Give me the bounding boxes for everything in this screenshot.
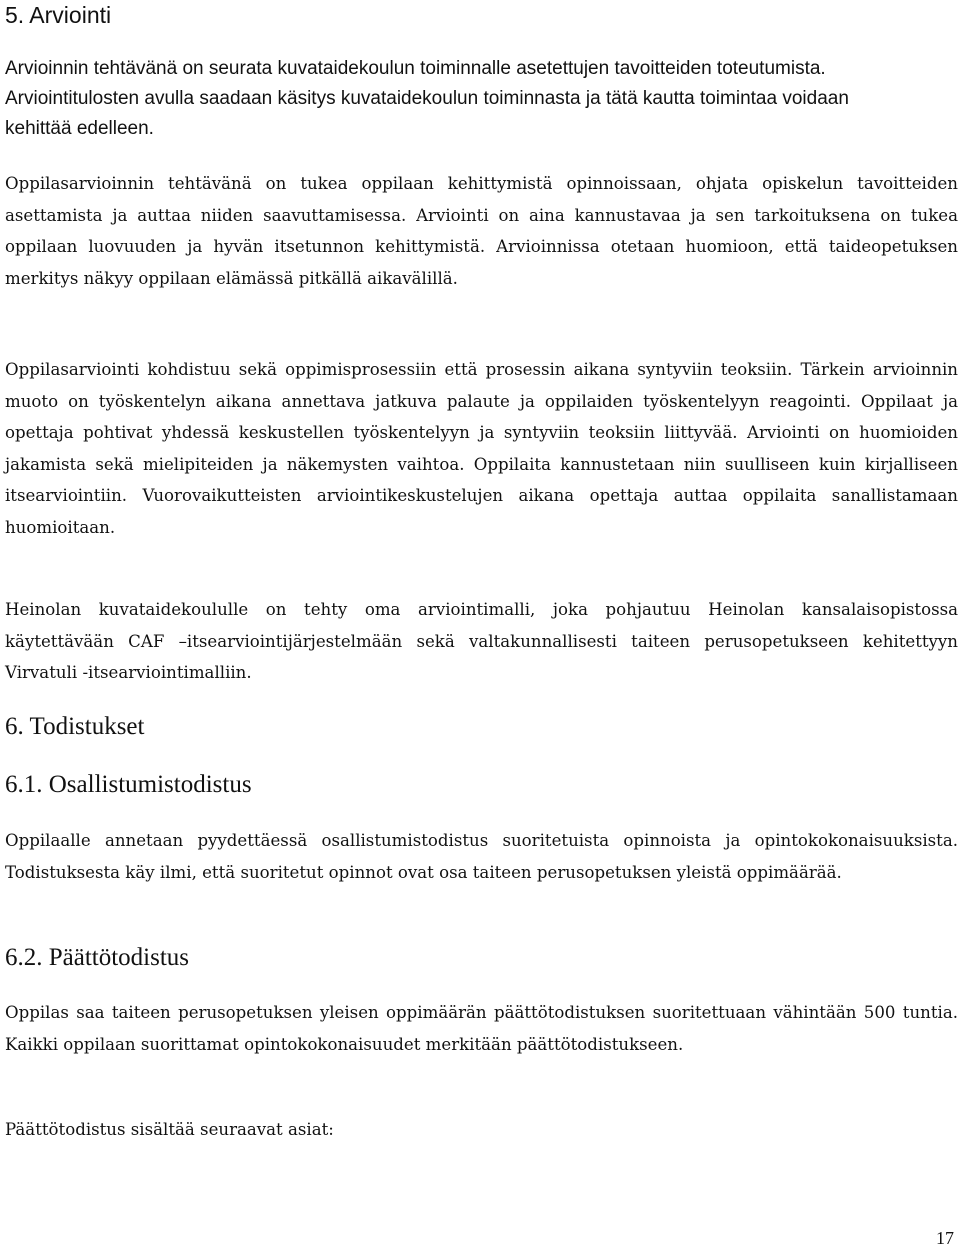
paragraph-paattotodistus: Oppilas saa taiteen perusopetuksen yleisen oppimäärän päättötodistuksen suoritettuaan vähintään 500 tuntia. Kaikki oppilaan suorittamat opintokokonaisuudet merkitään päättötodistukseen. (5, 1003, 958, 1054)
section-heading-todistukset: 6. Todistukset (5, 713, 145, 740)
paragraph-list-intro: Päättötodistus sisältää seuraavat asiat: (5, 1120, 334, 1139)
paragraph-arviointimalli: Heinolan kuvataidekoululle on tehty oma arviointimalli, joka pohjautuu Heinolan kansalaisopistossa käytettävään CAF –itsearviointijärjestelmään sekä valtakunnallisesti taiteen perusopetukseen kehitettyyn Virvatuli -itsearviointimalliin. (5, 600, 958, 682)
subsection-heading-paattotodistus: 6.2. Päättötodistus (5, 944, 190, 971)
section-heading-arviointi: 5. Arviointi (5, 2, 112, 28)
page-number: 17 (936, 1228, 954, 1248)
paragraph-oppilasarviointi-tehtava: Oppilasarvioinnin tehtävänä on tukea oppilaan kehittymistä opinnoissaan, ohjata opiskelun tavoitteiden asettamista ja auttaa niiden saavuttamisessa. Arviointi on aina kannustavaa ja sen tarkoituksena on tukea oppilaan luovuuden ja hyvän itsetunnon kehittymistä. Arvioinnissa otetaan huomioon, että taideopetuksen merkitys näkyy oppilaan elämässä pitkällä aikavälillä. (5, 174, 958, 288)
paragraph-oppilasarviointi-kohdistuu: Oppilasarviointi kohdistuu sekä oppimisprosessiin että prosessin aikana syntyviin teoksiin. Tärkein arvioinnin muoto on työskentelyn aikana annettava jatkuva palaute ja oppilaiden työskentelyyn reagointi. Oppilaat ja opettaja pohtivat yhdessä keskustellen työskentelyyn ja syntyviin teoksiin liittyvää. Arviointi on huomioiden jakamista sekä mielipiteiden ja näkemysten vaihtoa. Oppilaita kannustetaan niin suulliseen kuin kirjalliseen itsearviointiin. Vuorovaikutteisten arviointikeskustelujen aikana opettaja auttaa oppilaita sanallistamaan huomioitaan. (5, 360, 958, 537)
subsection-heading-osallistumistodistus: 6.1. Osallistumistodistus (5, 771, 252, 798)
paragraph-osallistumistodistus: Oppilaalle annetaan pyydettäessä osallistumistodistus suoritetuista opinnoista ja opintokokonaisuuksista. Todistuksesta käy ilmi, että suoritetut opinnot ovat osa taiteen perusopetuksen yleistä oppimäärää. (5, 831, 958, 882)
paragraph-intro: Arvioinnin tehtävänä on seurata kuvataidekoulun toiminnalle asetettujen tavoitteiden toteutumista. Arviointitulosten avulla saadaan käsitys kuvataidekoulun toiminnasta ja tätä kautta toimintaa voidaan kehittää edelleen. (5, 58, 849, 139)
